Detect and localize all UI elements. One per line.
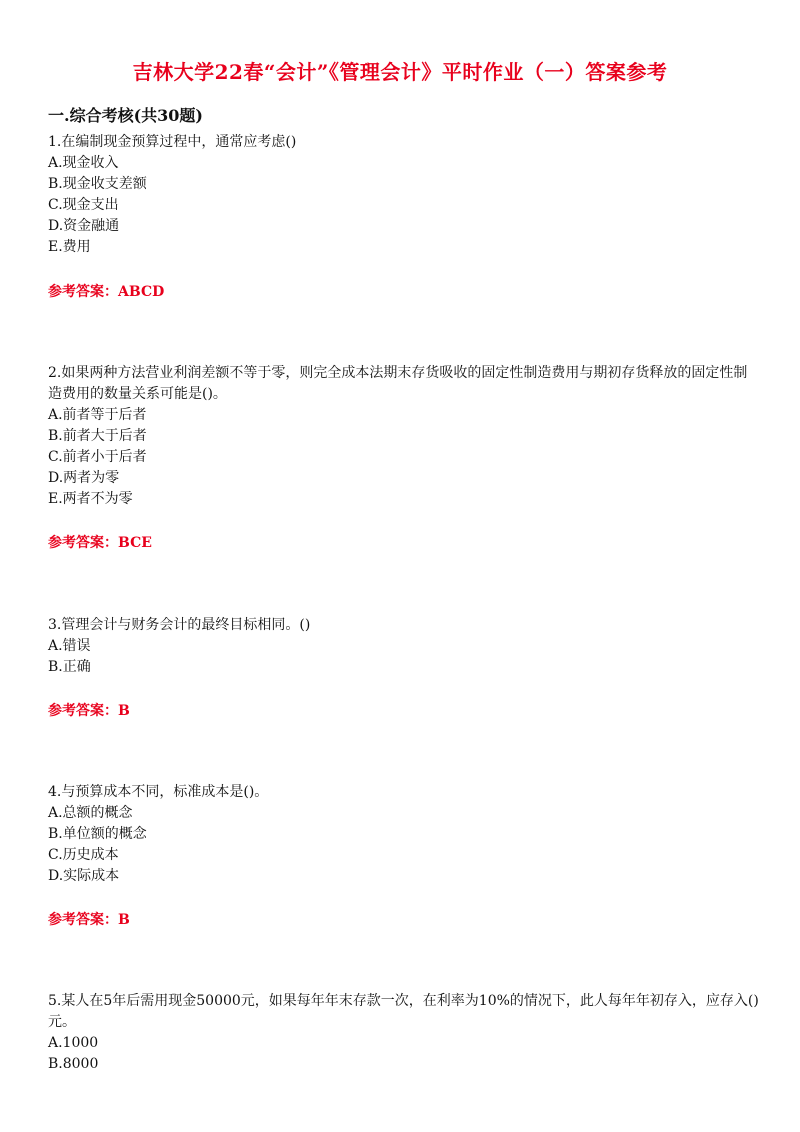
option-e: E.两者不为零: [48, 491, 133, 507]
option-b: B.单位额的概念: [48, 826, 147, 842]
question-2: [48, 363, 760, 510]
option-b: B.8000: [48, 1056, 99, 1072]
answer-value: ABCD: [118, 284, 165, 300]
question-5: [48, 991, 760, 1075]
option-b: B.现金收支差额: [48, 176, 147, 192]
option-a: A.总额的概念: [48, 805, 133, 821]
option-d: D.两者为零: [48, 470, 120, 486]
answer-label: 参考答案：: [48, 535, 118, 551]
question-stem: 1.在编制现金预算过程中，通常应考虑(): [48, 134, 297, 150]
question-1: [48, 132, 760, 258]
option-b: B.前者大于后者: [48, 428, 147, 444]
answer-value: BCE: [118, 535, 152, 551]
option-c: C.现金支出: [48, 197, 119, 213]
answer-1: [48, 281, 164, 301]
answer-label: 参考答案：: [48, 284, 118, 300]
document-title: 吉林大学22春“会计”《管理会计》平时作业（一）答案参考: [132, 60, 668, 84]
option-a: A.前者等于后者: [48, 407, 147, 423]
option-a: A.错误: [48, 638, 91, 654]
question-3: [48, 615, 760, 678]
answer-value: B: [118, 912, 130, 928]
answer-3: [48, 700, 130, 720]
question-4: [48, 782, 760, 887]
answer-label: 参考答案：: [48, 703, 118, 719]
section-heading: 一.综合考核(共30题): [48, 106, 203, 125]
option-b: B.正确: [48, 659, 91, 675]
question-stem: 4.与预算成本不同，标准成本是()。: [48, 784, 269, 800]
option-e: E.费用: [48, 239, 91, 255]
option-d: D.资金融通: [48, 218, 120, 234]
option-c: C.历史成本: [48, 847, 119, 863]
option-a: A.1000: [48, 1035, 99, 1051]
option-d: D.实际成本: [48, 868, 120, 884]
answer-2: [48, 532, 152, 552]
option-c: C.前者小于后者: [48, 449, 147, 465]
question-stem: 2.如果两种方法营业利润差额不等于零，则完全成本法期末存货吸收的固定性制造费用与期初存货释放的固定性制造费用的数量关系可能是()。: [48, 365, 748, 402]
answer-value: B: [118, 703, 130, 719]
question-stem: 5.某人在5年后需用现金50000元，如果每年年末存款一次，在利率为10%的情况下，此人每年年初存入，应存入()元。: [48, 993, 759, 1030]
option-a: A.现金收入: [48, 155, 119, 171]
answer-4: [48, 909, 130, 929]
question-stem: 3.管理会计与财务会计的最终目标相同。(): [48, 617, 311, 633]
answer-label: 参考答案：: [48, 912, 118, 928]
